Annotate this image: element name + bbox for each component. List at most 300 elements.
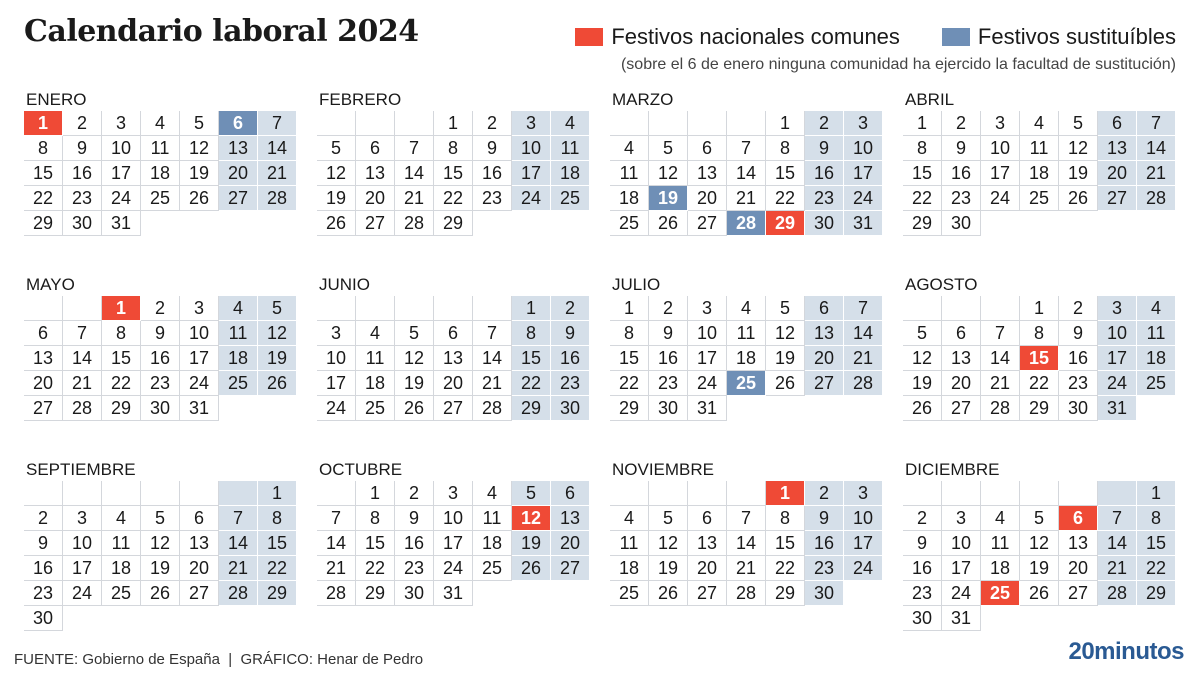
weekend-day: 27 (1098, 186, 1137, 211)
day-cell: 22 (766, 186, 805, 211)
day-cell: 7 (727, 136, 766, 161)
empty-day-cell (981, 481, 1020, 506)
day-cell: 23 (903, 581, 942, 606)
day-cell: 4 (610, 136, 649, 161)
empty-day-cell (981, 296, 1020, 321)
weekend-day: 21 (1137, 161, 1176, 186)
day-cell: 1 (434, 111, 473, 136)
day-cell: 29 (1020, 396, 1059, 421)
weekend-day: 26 (512, 556, 551, 581)
national-holiday-day: 1 (102, 296, 141, 321)
day-cell: 29 (766, 581, 805, 606)
day-cell: 7 (395, 136, 434, 161)
national-holiday-day: 15 (1020, 346, 1059, 371)
day-cell: 10 (981, 136, 1020, 161)
day-cell: 15 (102, 346, 141, 371)
weekend-day: 27 (551, 556, 590, 581)
weekend-day: 28 (219, 581, 258, 606)
weekend-day: 25 (1137, 371, 1176, 396)
weekend-day: 24 (512, 186, 551, 211)
weekend-day: 30 (805, 211, 844, 236)
weekend-day: 30 (551, 396, 590, 421)
weekend-day: 23 (551, 371, 590, 396)
empty-day-cell (317, 296, 356, 321)
month-days-grid (610, 111, 882, 236)
day-cell: 21 (63, 371, 102, 396)
day-cell: 20 (180, 556, 219, 581)
day-cell: 10 (688, 321, 727, 346)
weekend-day: 25 (219, 371, 258, 396)
empty-day-cell (317, 111, 356, 136)
day-cell: 29 (356, 581, 395, 606)
month-name: SEPTIEMBRE (26, 460, 136, 479)
day-cell: 8 (434, 136, 473, 161)
day-cell: 29 (610, 396, 649, 421)
day-cell: 31 (102, 211, 141, 236)
weekend-day: 4 (551, 111, 590, 136)
weekend-day: 5 (258, 296, 297, 321)
day-cell: 25 (610, 581, 649, 606)
day-cell: 28 (981, 396, 1020, 421)
day-cell: 8 (102, 321, 141, 346)
day-cell: 22 (903, 186, 942, 211)
weekend-day: 30 (805, 581, 844, 606)
day-cell: 7 (473, 321, 512, 346)
day-cell: 17 (434, 531, 473, 556)
page-title: Calendario laboral 2024 (24, 14, 419, 49)
month-name: MAYO (26, 275, 75, 294)
empty-day-cell (356, 111, 395, 136)
brand-logo: 20minutos (1068, 638, 1184, 665)
legend-note: (sobre el 6 de enero ninguna comunidad ha ejercido la facultad de sustitución) (620, 56, 1176, 73)
empty-day-cell (1020, 481, 1059, 506)
day-cell: 21 (727, 556, 766, 581)
empty-day-cell (24, 481, 63, 506)
day-cell: 27 (688, 211, 727, 236)
empty-day-cell (473, 296, 512, 321)
day-cell: 19 (317, 186, 356, 211)
day-cell: 12 (903, 346, 942, 371)
month-agosto (905, 274, 1175, 421)
weekend-day: 21 (844, 346, 883, 371)
day-cell: 15 (766, 531, 805, 556)
weekend-day: 18 (551, 161, 590, 186)
weekend-day: 10 (844, 506, 883, 531)
day-cell: 7 (981, 321, 1020, 346)
substitutable-holiday-day: 6 (219, 111, 258, 136)
month-name: AGOSTO (905, 275, 978, 294)
weekend-day: 28 (1137, 186, 1176, 211)
day-cell: 25 (102, 581, 141, 606)
day-cell: 19 (903, 371, 942, 396)
day-cell: 22 (102, 371, 141, 396)
weekend-day: 13 (551, 506, 590, 531)
month-marzo (612, 89, 882, 236)
day-cell: 21 (395, 186, 434, 211)
day-cell: 23 (649, 371, 688, 396)
national-holiday-day: 1 (766, 481, 805, 506)
day-cell: 17 (63, 556, 102, 581)
day-cell: 9 (903, 531, 942, 556)
day-cell: 17 (942, 556, 981, 581)
weekend-day: 9 (805, 506, 844, 531)
day-cell: 30 (63, 211, 102, 236)
weekend-day: 24 (1098, 371, 1137, 396)
weekend-day: 24 (844, 186, 883, 211)
empty-day-cell (688, 111, 727, 136)
empty-day-cell (903, 296, 942, 321)
day-cell: 7 (317, 506, 356, 531)
day-cell: 15 (24, 161, 63, 186)
day-cell: 16 (141, 346, 180, 371)
day-cell: 3 (180, 296, 219, 321)
day-cell: 2 (649, 296, 688, 321)
day-cell: 5 (1020, 506, 1059, 531)
day-cell: 26 (649, 211, 688, 236)
day-cell: 31 (180, 396, 219, 421)
day-cell: 6 (688, 506, 727, 531)
day-cell: 25 (141, 186, 180, 211)
empty-day-cell (102, 481, 141, 506)
month-days-grid (903, 481, 1175, 631)
day-cell: 20 (1059, 556, 1098, 581)
day-cell: 6 (434, 321, 473, 346)
day-cell: 8 (610, 321, 649, 346)
day-cell: 26 (180, 186, 219, 211)
day-cell: 2 (141, 296, 180, 321)
day-cell: 3 (63, 506, 102, 531)
day-cell: 11 (727, 321, 766, 346)
day-cell: 24 (102, 186, 141, 211)
day-cell: 4 (727, 296, 766, 321)
day-cell: 16 (63, 161, 102, 186)
month-days-grid (24, 481, 296, 631)
month-name: MARZO (612, 90, 674, 109)
month-name: JUNIO (319, 275, 370, 294)
weekend-day: 18 (219, 346, 258, 371)
day-cell: 26 (766, 371, 805, 396)
weekend-day: 12 (258, 321, 297, 346)
national-holiday-swatch (575, 28, 603, 46)
legend (575, 24, 1176, 50)
substitutable-holiday-day: 25 (727, 371, 766, 396)
day-cell: 5 (395, 321, 434, 346)
day-cell: 11 (102, 531, 141, 556)
weekend-day: 14 (1137, 136, 1176, 161)
weekend-day: 15 (258, 531, 297, 556)
day-cell: 8 (766, 506, 805, 531)
weekend-day: 7 (1137, 111, 1176, 136)
month-name: ABRIL (905, 90, 955, 109)
day-cell: 7 (63, 321, 102, 346)
empty-day-cell (219, 481, 258, 506)
day-cell: 25 (473, 556, 512, 581)
empty-day-cell (317, 481, 356, 506)
day-cell: 9 (649, 321, 688, 346)
weekend-day: 14 (1098, 531, 1137, 556)
day-cell: 8 (356, 506, 395, 531)
weekend-day: 13 (805, 321, 844, 346)
day-cell: 12 (317, 161, 356, 186)
weekend-day: 16 (805, 161, 844, 186)
day-cell: 15 (766, 161, 805, 186)
empty-day-cell (942, 296, 981, 321)
empty-day-cell (395, 296, 434, 321)
day-cell: 22 (434, 186, 473, 211)
day-cell: 4 (356, 321, 395, 346)
day-cell: 13 (434, 346, 473, 371)
day-cell: 1 (610, 296, 649, 321)
day-cell: 6 (688, 136, 727, 161)
day-cell: 4 (1020, 111, 1059, 136)
empty-day-cell (1059, 481, 1098, 506)
weekend-day: 28 (258, 186, 297, 211)
substitutable-holiday-day: 19 (649, 186, 688, 211)
empty-day-cell (610, 481, 649, 506)
day-cell: 24 (63, 581, 102, 606)
day-cell: 20 (24, 371, 63, 396)
day-cell: 9 (942, 136, 981, 161)
day-cell: 5 (1059, 111, 1098, 136)
day-cell: 20 (356, 186, 395, 211)
day-cell: 16 (395, 531, 434, 556)
weekend-day: 16 (805, 531, 844, 556)
day-cell: 21 (981, 371, 1020, 396)
day-cell: 22 (24, 186, 63, 211)
weekend-day: 7 (258, 111, 297, 136)
weekend-day: 20 (551, 531, 590, 556)
day-cell: 7 (727, 506, 766, 531)
substitutable-holiday-swatch (942, 28, 970, 46)
weekend-day: 31 (844, 211, 883, 236)
day-cell: 13 (942, 346, 981, 371)
weekend-day: 6 (551, 481, 590, 506)
day-cell: 30 (141, 396, 180, 421)
weekend-day: 8 (512, 321, 551, 346)
day-cell: 12 (1059, 136, 1098, 161)
day-cell: 26 (141, 581, 180, 606)
day-cell: 5 (766, 296, 805, 321)
day-cell: 30 (1059, 396, 1098, 421)
day-cell: 25 (610, 211, 649, 236)
day-cell: 2 (24, 506, 63, 531)
empty-day-cell (395, 111, 434, 136)
source-credit: FUENTE: Gobierno de España | GRÁFICO: Henar de Pedro (14, 651, 424, 668)
day-cell: 4 (141, 111, 180, 136)
day-cell: 1 (1020, 296, 1059, 321)
day-cell: 6 (942, 321, 981, 346)
weekend-day: 20 (1098, 161, 1137, 186)
day-cell: 24 (981, 186, 1020, 211)
day-cell: 18 (610, 556, 649, 581)
day-cell: 8 (1020, 321, 1059, 346)
day-cell: 19 (141, 556, 180, 581)
day-cell: 31 (688, 396, 727, 421)
national-holiday-day: 1 (24, 111, 63, 136)
empty-day-cell (141, 481, 180, 506)
weekend-day: 21 (219, 556, 258, 581)
day-cell: 26 (903, 396, 942, 421)
day-cell: 16 (903, 556, 942, 581)
day-cell: 24 (688, 371, 727, 396)
day-cell: 5 (141, 506, 180, 531)
day-cell: 29 (903, 211, 942, 236)
weekend-day: 6 (805, 296, 844, 321)
day-cell: 12 (1020, 531, 1059, 556)
day-cell: 29 (24, 211, 63, 236)
day-cell: 9 (141, 321, 180, 346)
month-name: ENERO (26, 90, 87, 109)
national-holiday-day: 25 (981, 581, 1020, 606)
day-cell: 16 (473, 161, 512, 186)
day-cell: 12 (766, 321, 805, 346)
day-cell: 6 (180, 506, 219, 531)
month-name: FEBRERO (319, 90, 402, 109)
day-cell: 9 (395, 506, 434, 531)
weekend-day: 4 (1137, 296, 1176, 321)
day-cell: 23 (24, 581, 63, 606)
month-name: JULIO (612, 275, 661, 294)
month-mayo (26, 274, 296, 421)
day-cell: 14 (981, 346, 1020, 371)
day-cell: 13 (1059, 531, 1098, 556)
day-cell: 3 (688, 296, 727, 321)
weekend-day: 24 (844, 556, 883, 581)
day-cell: 11 (141, 136, 180, 161)
empty-day-cell (63, 296, 102, 321)
weekend-day: 18 (1137, 346, 1176, 371)
day-cell: 24 (180, 371, 219, 396)
day-cell: 30 (942, 211, 981, 236)
weekend-day: 9 (551, 321, 590, 346)
legend-item-substitutable (942, 24, 1176, 50)
weekend-day: 25 (551, 186, 590, 211)
day-cell: 14 (317, 531, 356, 556)
day-cell: 26 (395, 396, 434, 421)
month-days-grid (903, 296, 1175, 421)
day-cell: 8 (24, 136, 63, 161)
empty-day-cell (649, 481, 688, 506)
day-cell: 24 (942, 581, 981, 606)
day-cell: 15 (610, 346, 649, 371)
day-cell: 13 (24, 346, 63, 371)
day-cell: 11 (356, 346, 395, 371)
day-cell: 28 (395, 211, 434, 236)
day-cell: 28 (473, 396, 512, 421)
legend-item-national (575, 24, 900, 50)
weekend-day: 17 (844, 531, 883, 556)
day-cell: 3 (102, 111, 141, 136)
month-diciembre (905, 459, 1175, 631)
day-cell: 3 (942, 506, 981, 531)
weekend-day: 17 (844, 161, 883, 186)
day-cell: 9 (473, 136, 512, 161)
day-cell: 6 (24, 321, 63, 346)
day-cell: 28 (317, 581, 356, 606)
weekend-day: 16 (551, 346, 590, 371)
empty-day-cell (180, 481, 219, 506)
month-days-grid (24, 111, 296, 236)
empty-day-cell (942, 481, 981, 506)
empty-day-cell (63, 481, 102, 506)
day-cell: 25 (1020, 186, 1059, 211)
day-cell: 27 (942, 396, 981, 421)
month-name: DICIEMBRE (905, 460, 1000, 479)
legend-label-national: Festivos nacionales comunes (611, 24, 900, 49)
day-cell: 27 (434, 396, 473, 421)
weekend-day: 3 (844, 111, 883, 136)
weekend-day: 23 (805, 556, 844, 581)
day-cell: 11 (610, 161, 649, 186)
weekend-day: 23 (805, 186, 844, 211)
day-cell: 12 (180, 136, 219, 161)
day-cell: 10 (434, 506, 473, 531)
day-cell: 3 (981, 111, 1020, 136)
day-cell: 5 (649, 136, 688, 161)
weekend-day: 21 (1098, 556, 1137, 581)
day-cell: 11 (610, 531, 649, 556)
day-cell: 8 (766, 136, 805, 161)
weekend-day: 1 (1137, 481, 1176, 506)
day-cell: 14 (63, 346, 102, 371)
day-cell: 26 (649, 581, 688, 606)
day-cell: 12 (141, 531, 180, 556)
day-cell: 24 (434, 556, 473, 581)
weekend-day: 6 (1098, 111, 1137, 136)
day-cell: 2 (942, 111, 981, 136)
weekend-day: 3 (844, 481, 883, 506)
weekend-day: 17 (1098, 346, 1137, 371)
day-cell: 16 (24, 556, 63, 581)
day-cell: 29 (102, 396, 141, 421)
day-cell: 19 (1020, 556, 1059, 581)
day-cell: 29 (434, 211, 473, 236)
weekend-day: 1 (512, 296, 551, 321)
month-days-grid (317, 481, 589, 606)
day-cell: 23 (942, 186, 981, 211)
day-cell: 18 (1020, 161, 1059, 186)
month-septiembre (26, 459, 296, 631)
national-holiday-day: 29 (766, 211, 805, 236)
day-cell: 4 (610, 506, 649, 531)
month-abril (905, 89, 1175, 236)
weekend-day: 27 (219, 186, 258, 211)
day-cell: 2 (1059, 296, 1098, 321)
weekend-day: 5 (512, 481, 551, 506)
day-cell: 19 (766, 346, 805, 371)
day-cell: 10 (63, 531, 102, 556)
day-cell: 3 (434, 481, 473, 506)
day-cell: 8 (903, 136, 942, 161)
day-cell: 10 (317, 346, 356, 371)
day-cell: 27 (688, 581, 727, 606)
day-cell: 30 (24, 606, 63, 631)
day-cell: 14 (727, 531, 766, 556)
day-cell: 23 (63, 186, 102, 211)
month-days-grid (903, 111, 1175, 236)
day-cell: 16 (942, 161, 981, 186)
weekend-day: 1 (258, 481, 297, 506)
day-cell: 1 (766, 111, 805, 136)
weekend-day: 3 (1098, 296, 1137, 321)
day-cell: 27 (1059, 581, 1098, 606)
day-cell: 21 (473, 371, 512, 396)
weekend-day: 14 (844, 321, 883, 346)
day-cell: 26 (317, 211, 356, 236)
weekend-day: 11 (1137, 321, 1176, 346)
weekend-day: 29 (512, 396, 551, 421)
day-cell: 14 (473, 346, 512, 371)
